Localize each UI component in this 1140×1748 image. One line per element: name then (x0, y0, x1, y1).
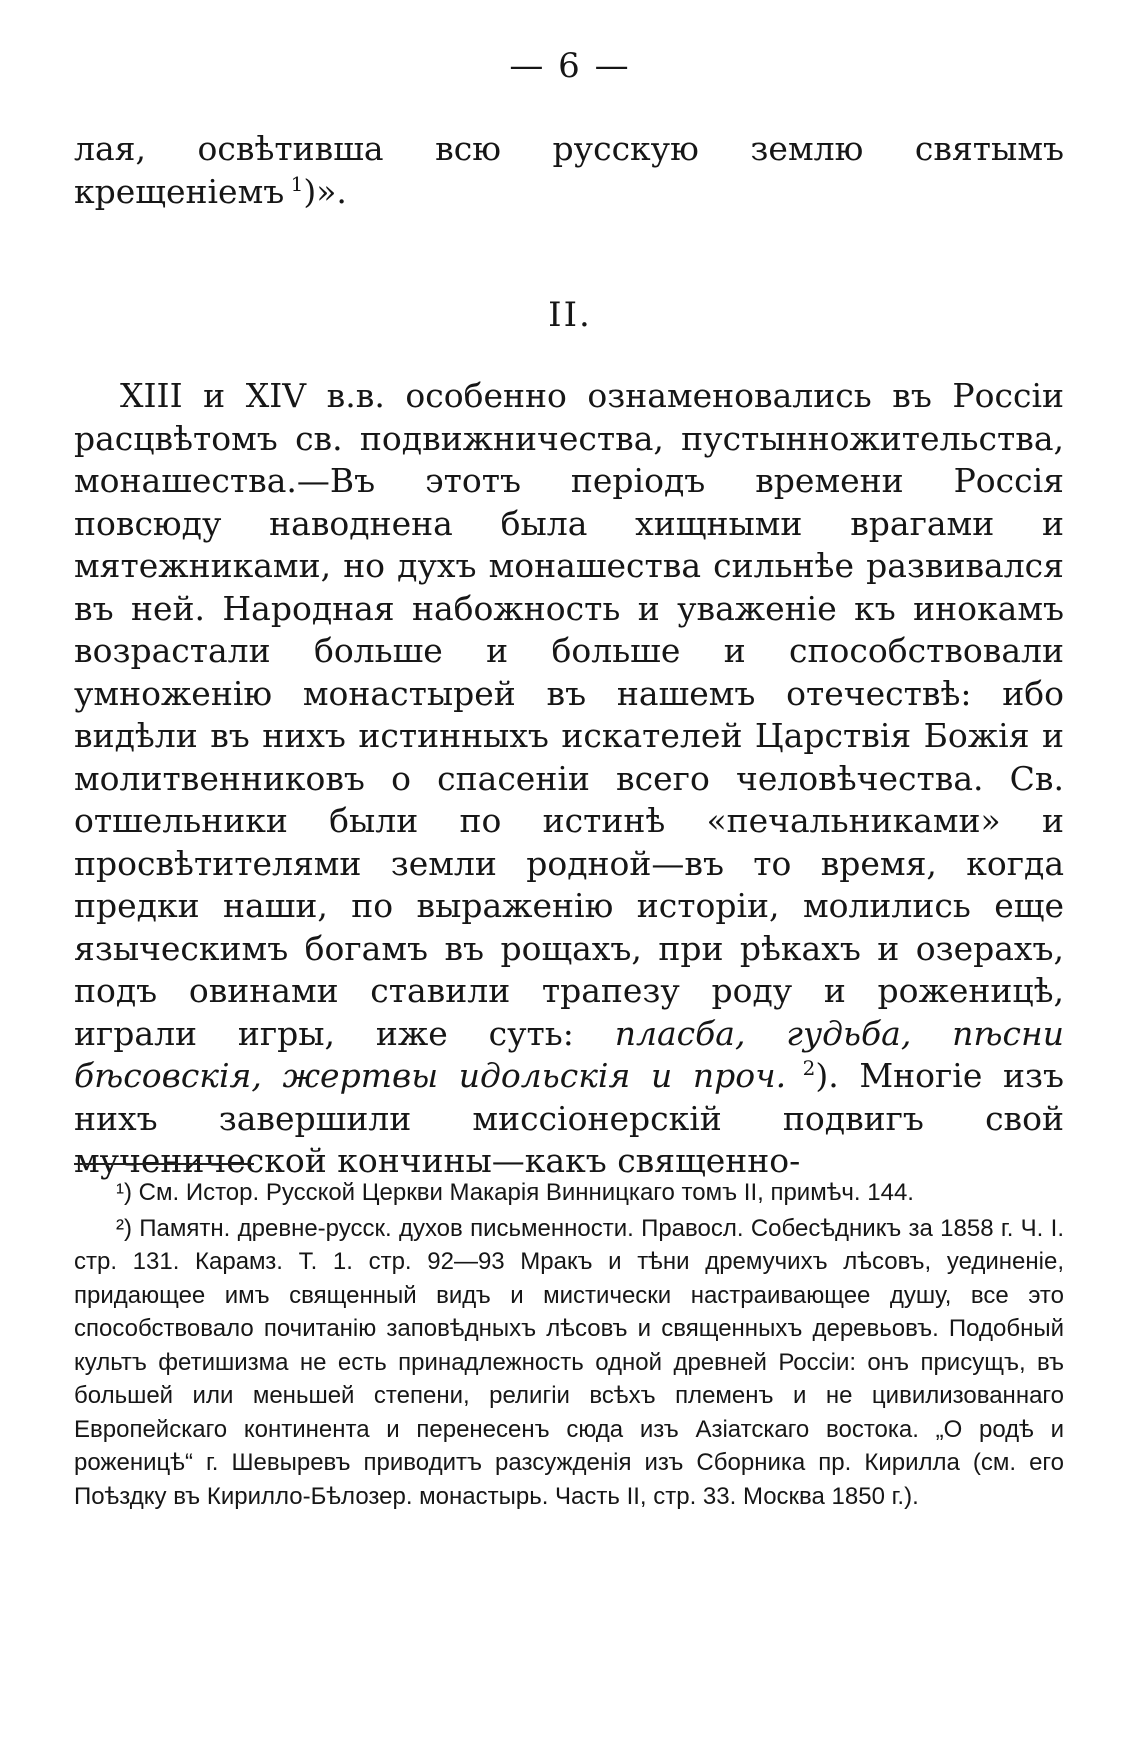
section-heading: II. (548, 295, 592, 335)
italic-quote: пласба, гудьба, пѣсни бѣсовскія, жертвы идольскія и проч. (74, 1013, 1065, 1095)
continuation-end: )». (303, 171, 347, 211)
footnote-marker: ¹) (116, 1179, 132, 1206)
footnote-text: См. Истор. Русской Церкви Макарія Винницкаго томъ II, примѣч. 144. (138, 1179, 914, 1206)
footnote-1 (74, 1176, 1064, 1210)
footnote-text: Памятн. древне-русск. духов письменности. Правосл. Собесѣдникъ за 1858 г. Ч. I. стр. 131. Карамз. Т. 1. стр. 92—93 Мракъ и тѣни дремучихъ лѣсовъ, уединеніе, придающее имъ священный видъ и мистически настраивающее душу, все это способствовало почитанію заповѣдныхъ лѣсовъ и священныхъ деревьовъ. Подобный культъ фетишизма не есть принадлежность одной древней Россіи: онъ присущъ, въ большей или меньшей степени, религіи всѣхъ племенъ и не цивилизованнаго Европейскаго континента и перенесенъ сюда изъ Азіатскаго востока. „О родѣ и роженицѣ“ г. Шевыревъ приводитъ разсужденія изъ Сборника пр. Кирилла (см. его Поѣздку въ Кирилло-Бѣлозер. монастырь. Часть II, стр. 33. Москва 1850 г.). (74, 1214, 1064, 1510)
continuation-text: лая, освѣтивша всю русскую землю святымъ крещеніемъ (74, 129, 1064, 211)
paragraph-text-continued: ). Многіе изъ нихъ завершили миссіонерскій подвигъ свой мученической кончины—какъ священно- (74, 1056, 1065, 1180)
footnotes (74, 1176, 1064, 1515)
continuation-paragraph (74, 128, 1064, 213)
main-paragraph (74, 375, 1064, 1183)
footnote-ref-1: 1 (290, 171, 304, 196)
footnote-divider (74, 1163, 254, 1165)
footnote-marker: ²) (116, 1214, 132, 1242)
paragraph-text: XIII и XIV в.в. особенно ознаменовались въ Россіи расцвѣтомъ св. подвижничества, пустынножительства, монашества.—Въ этотъ періодъ времени Россія повсюду наводнена была хищными врагами и мятежниками, но духъ монашества сильнѣе развивался въ ней. Народная набожность и уваженіе къ инокамъ возрастали больше и больше и способствовали умноженію монастырей въ нашемъ отечествѣ: ибо видѣли въ нихъ истинныхъ искателей Царствія Божія и молитвенниковъ о спасеніи всего человѣчества. Св. отшельники были по истинѣ «печальниками» и просвѣтителями земли родной—въ то время, когда предки наши, по выраженію исторіи, молились еще языческимъ богамъ въ рощахъ, при рѣкахъ и озерахъ, подъ овинами ставили трапезу роду и роженицѣ, играли игры, иже суть: (74, 376, 1064, 1053)
footnote-2 (74, 1212, 1064, 1514)
footnote-ref-2: 2 (802, 1056, 816, 1080)
page-number: — 6 — (509, 46, 631, 86)
